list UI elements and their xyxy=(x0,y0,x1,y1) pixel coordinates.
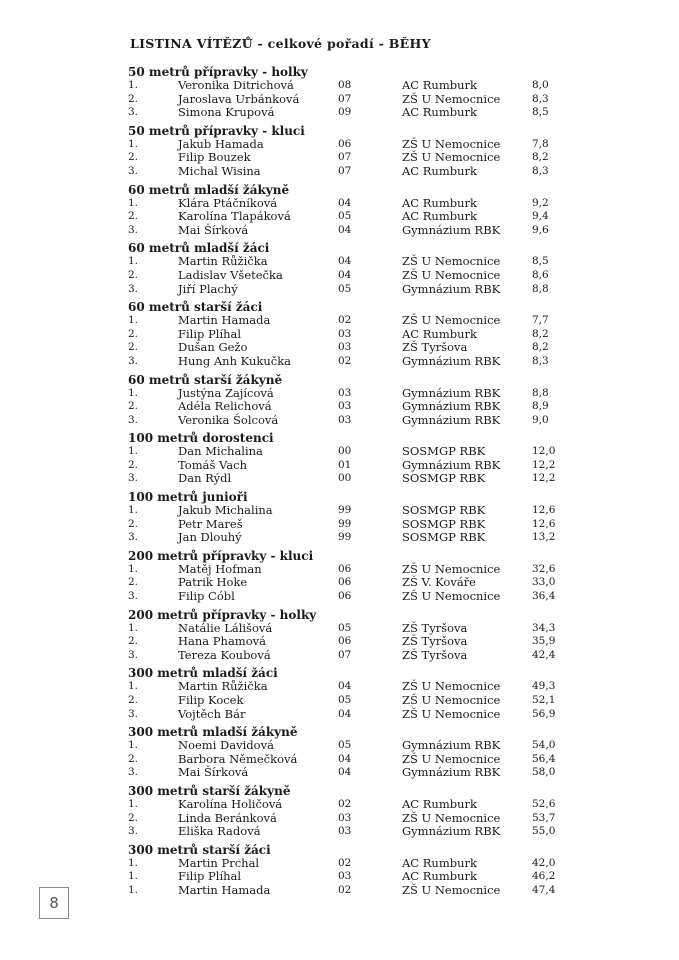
club-name: AC Rumburk xyxy=(402,105,477,120)
club-name: ZŠ V. Kováře xyxy=(402,575,476,590)
club-name: ZŠ U Nemocnice xyxy=(402,751,501,766)
athlete-name: Filip Cóbl xyxy=(178,589,235,604)
result-row xyxy=(128,197,568,211)
birth-year: 04 xyxy=(338,255,352,268)
athlete-name: Jiří Plachý xyxy=(178,281,238,296)
event-section xyxy=(128,490,568,545)
rank-cell: 3. xyxy=(128,223,139,236)
athlete-name: Natálie Lálišová xyxy=(178,620,273,635)
rank-cell: 2. xyxy=(128,576,139,589)
rank-cell: 1. xyxy=(128,79,139,91)
event-section xyxy=(128,608,568,663)
rank-cell: 3. xyxy=(128,590,139,603)
birth-year: 03 xyxy=(338,825,352,838)
result-time: 52,1 xyxy=(532,694,556,706)
event-section xyxy=(128,124,568,179)
birth-year: 03 xyxy=(338,870,352,883)
event-title: 60 metrů mladší žáci xyxy=(128,241,270,256)
athlete-name: Filip Kocek xyxy=(178,693,244,707)
rank-cell: 3. xyxy=(128,282,139,295)
rank-cell: 2. xyxy=(128,92,139,105)
result-row xyxy=(128,445,568,459)
result-row xyxy=(128,825,568,839)
club-name: ZŠ U Nemocnice xyxy=(402,267,501,282)
athlete-name: Martin Růžička xyxy=(178,679,268,694)
result-time: 42,0 xyxy=(532,856,556,869)
result-time: 9,4 xyxy=(532,210,549,223)
result-time: 35,9 xyxy=(532,635,556,648)
result-row xyxy=(128,269,568,283)
results-list xyxy=(128,65,568,902)
club-name: ZŠ U Nemocnice xyxy=(402,150,501,165)
rank-cell: 3. xyxy=(128,707,139,720)
result-time: 13,2 xyxy=(532,531,556,544)
result-time: 58,0 xyxy=(532,766,556,779)
result-row xyxy=(128,753,568,767)
result-row xyxy=(128,328,568,342)
result-row xyxy=(128,341,568,355)
result-time: 8,2 xyxy=(532,151,549,164)
event-title: 200 metrů přípravky - kluci xyxy=(128,548,314,563)
result-row xyxy=(128,518,568,532)
club-name: Gymnázium RBK xyxy=(402,457,501,472)
result-row xyxy=(128,314,568,328)
club-name: ZŠ Tyršova xyxy=(402,647,468,662)
event-title: 60 metrů mladší žákyně xyxy=(128,182,290,197)
result-time: 8,6 xyxy=(532,268,549,281)
club-name: SOSMGP RBK xyxy=(402,471,486,486)
result-row xyxy=(128,649,568,663)
result-time: 52,6 xyxy=(532,797,556,810)
result-time: 33,0 xyxy=(532,576,556,589)
result-time: 42,4 xyxy=(532,648,556,661)
result-time: 12,0 xyxy=(532,445,556,458)
event-section xyxy=(128,300,568,368)
birth-year: 04 xyxy=(338,223,352,236)
rank-cell: 2. xyxy=(128,341,139,354)
result-time: 36,4 xyxy=(532,590,556,603)
rank-cell: 1. xyxy=(128,883,139,896)
result-time: 8,3 xyxy=(532,354,549,367)
club-name: Gymnázium RBK xyxy=(402,399,501,414)
athlete-name: Martin Prchal xyxy=(178,855,260,870)
birth-year: 02 xyxy=(338,354,352,367)
result-time: 53,7 xyxy=(532,811,556,824)
rank-cell: 2. xyxy=(128,400,139,413)
birth-year: 03 xyxy=(338,341,352,354)
athlete-name: Martin Hamada xyxy=(178,313,271,328)
event-title: 60 metrů starší žákyně xyxy=(128,372,283,387)
result-time: 32,6 xyxy=(532,562,556,575)
birth-year: 06 xyxy=(338,576,352,589)
result-row xyxy=(128,165,568,179)
page-number: 8 xyxy=(39,887,69,919)
club-name: AC Rumburk xyxy=(402,869,477,884)
result-row xyxy=(128,884,568,898)
page-title: LISTINA VÍTĚZŮ - celkové pořadí - BĚHY xyxy=(130,36,431,51)
result-time: 12,6 xyxy=(532,504,556,517)
result-row xyxy=(128,472,568,486)
result-time: 8,5 xyxy=(532,255,549,268)
result-time: 12,2 xyxy=(532,458,556,471)
athlete-name: Mai Šírková xyxy=(178,222,249,237)
rank-cell: 3. xyxy=(128,413,139,426)
result-row xyxy=(128,766,568,780)
club-name: Gymnázium RBK xyxy=(402,281,501,296)
club-name: AC Rumburk xyxy=(402,855,477,870)
athlete-name: Hung Anh Kukučka xyxy=(178,353,292,368)
club-name: ZŠ U Nemocnice xyxy=(402,91,501,106)
club-name: ZŠ U Nemocnice xyxy=(402,693,501,707)
birth-year: 02 xyxy=(338,797,352,810)
birth-year: 04 xyxy=(338,196,352,209)
event-title: 50 metrů přípravky - kluci xyxy=(128,123,305,138)
result-row xyxy=(128,414,568,428)
result-time: 8,5 xyxy=(532,106,549,119)
birth-year: 02 xyxy=(338,856,352,869)
club-name: AC Rumburk xyxy=(402,78,477,92)
birth-year: 04 xyxy=(338,766,352,779)
athlete-name: Justýna Zajícová xyxy=(178,385,274,400)
athlete-name: Filip Bouzek xyxy=(178,150,251,165)
rank-cell: 3. xyxy=(128,472,139,485)
result-time: 49,3 xyxy=(532,680,556,693)
birth-year: 06 xyxy=(338,590,352,603)
club-name: SOSMGP RBK xyxy=(402,503,486,518)
birth-year: 06 xyxy=(338,137,352,150)
result-time: 46,2 xyxy=(532,870,556,883)
athlete-name: Veronika Šolcová xyxy=(178,412,279,427)
result-row xyxy=(128,224,568,238)
event-section xyxy=(128,549,568,604)
event-section xyxy=(128,725,568,780)
athlete-name: Eliška Radová xyxy=(178,824,261,839)
rank-cell: 2. xyxy=(128,635,139,648)
birth-year: 05 xyxy=(338,210,352,223)
rank-cell: 1. xyxy=(128,562,139,575)
event-title: 300 metrů starší žáci xyxy=(128,842,271,857)
event-section xyxy=(128,784,568,839)
birth-year: 05 xyxy=(338,739,352,752)
result-time: 7,7 xyxy=(532,314,549,327)
club-name: ZŠ U Nemocnice xyxy=(402,589,501,604)
birth-year: 02 xyxy=(338,883,352,896)
birth-year: 04 xyxy=(338,707,352,720)
result-time: 8,3 xyxy=(532,92,549,105)
rank-cell: 3. xyxy=(128,106,139,119)
result-row xyxy=(128,857,568,871)
event-section xyxy=(128,843,568,898)
rank-cell: 1. xyxy=(128,797,139,810)
rank-cell: 1. xyxy=(128,870,139,883)
athlete-name: Dušan Gežo xyxy=(178,340,248,355)
event-title: 50 metrů přípravky - holky xyxy=(128,65,308,79)
birth-year: 01 xyxy=(338,458,352,471)
result-row xyxy=(128,576,568,590)
result-time: 8,8 xyxy=(532,282,549,295)
result-row xyxy=(128,870,568,884)
event-section xyxy=(128,431,568,486)
club-name: ZŠ U Nemocnice xyxy=(402,254,501,269)
club-name: SOSMGP RBK xyxy=(402,530,486,545)
club-name: Gymnázium RBK xyxy=(402,824,501,839)
athlete-name: Martin Růžička xyxy=(178,254,268,269)
birth-year: 05 xyxy=(338,282,352,295)
result-time: 9,6 xyxy=(532,223,549,236)
birth-year: 04 xyxy=(338,752,352,765)
birth-year: 02 xyxy=(338,314,352,327)
result-row xyxy=(128,151,568,165)
athlete-name: Petr Mareš xyxy=(178,516,243,531)
birth-year: 03 xyxy=(338,386,352,399)
rank-cell: 1. xyxy=(128,739,139,752)
athlete-name: Tomáš Vach xyxy=(178,457,247,472)
birth-year: 05 xyxy=(338,694,352,706)
rank-cell: 3. xyxy=(128,648,139,661)
rank-cell: 3. xyxy=(128,531,139,544)
athlete-name: Jaroslava Urbánková xyxy=(178,91,300,106)
rank-cell: 1. xyxy=(128,504,139,517)
event-title: 100 metrů junioři xyxy=(128,490,248,505)
club-name: Gymnázium RBK xyxy=(402,385,501,400)
athlete-name: Barbora Němečková xyxy=(178,751,298,766)
rank-cell: 2. xyxy=(128,327,139,340)
athlete-name: Tereza Koubová xyxy=(178,647,271,662)
result-time: 9,2 xyxy=(532,196,549,209)
result-time: 34,3 xyxy=(532,621,556,634)
athlete-name: Noemi Davidová xyxy=(178,738,274,753)
club-name: ZŠ U Nemocnice xyxy=(402,679,501,694)
birth-year: 99 xyxy=(338,531,352,544)
club-name: Gymnázium RBK xyxy=(402,765,501,780)
club-name: ZŠ U Nemocnice xyxy=(402,313,501,328)
athlete-name: Linda Beránková xyxy=(178,810,277,825)
birth-year: 04 xyxy=(338,268,352,281)
athlete-name: Matěj Hofman xyxy=(178,561,262,576)
event-section xyxy=(128,373,568,428)
club-name: AC Rumburk xyxy=(402,163,477,178)
birth-year: 03 xyxy=(338,413,352,426)
result-time: 47,4 xyxy=(532,883,556,896)
result-row xyxy=(128,739,568,753)
rank-cell: 1. xyxy=(128,196,139,209)
result-row xyxy=(128,255,568,269)
result-time: 8,3 xyxy=(532,164,549,177)
athlete-name: Filip Plíhal xyxy=(178,326,242,341)
rank-cell: 1. xyxy=(128,621,139,634)
result-row xyxy=(128,531,568,545)
result-time: 8,8 xyxy=(532,386,549,399)
athlete-name: Jakub Hamada xyxy=(178,136,264,151)
event-title: 100 metrů dorostenci xyxy=(128,431,274,446)
result-time: 8,0 xyxy=(532,79,549,91)
birth-year: 99 xyxy=(338,504,352,517)
rank-cell: 3. xyxy=(128,354,139,367)
result-row xyxy=(128,798,568,812)
birth-year: 03 xyxy=(338,400,352,413)
athlete-name: Mai Šírková xyxy=(178,765,249,780)
birth-year: 08 xyxy=(338,79,352,91)
birth-year: 07 xyxy=(338,151,352,164)
athlete-name: Hana Phamová xyxy=(178,634,266,649)
rank-cell: 2. xyxy=(128,151,139,164)
event-section xyxy=(128,241,568,296)
athlete-name: Vojtěch Bár xyxy=(178,706,246,721)
result-row xyxy=(128,283,568,297)
athlete-name: Simona Krupová xyxy=(178,105,275,120)
event-section xyxy=(128,666,568,721)
club-name: AC Rumburk xyxy=(402,195,477,210)
result-row xyxy=(128,79,568,93)
event-section xyxy=(128,65,568,120)
result-row xyxy=(128,708,568,722)
result-time: 8,2 xyxy=(532,327,549,340)
club-name: ZŠ Tyršova xyxy=(402,634,468,649)
birth-year: 04 xyxy=(338,680,352,693)
result-row xyxy=(128,400,568,414)
result-row xyxy=(128,635,568,649)
athlete-name: Klára Ptáčníková xyxy=(178,195,278,210)
result-time: 8,9 xyxy=(532,400,549,413)
birth-year: 07 xyxy=(338,92,352,105)
result-row xyxy=(128,210,568,224)
result-row xyxy=(128,93,568,107)
athlete-name: Michal Wisina xyxy=(178,163,261,178)
club-name: SOSMGP RBK xyxy=(402,516,486,531)
club-name: ZŠ U Nemocnice xyxy=(402,810,501,825)
rank-cell: 2. xyxy=(128,210,139,223)
athlete-name: Karolína Tlapáková xyxy=(178,209,291,224)
birth-year: 00 xyxy=(338,472,352,485)
birth-year: 05 xyxy=(338,621,352,634)
athlete-name: Adéla Relichová xyxy=(178,399,272,414)
result-time: 56,4 xyxy=(532,752,556,765)
birth-year: 03 xyxy=(338,811,352,824)
result-time: 8,2 xyxy=(532,341,549,354)
result-row xyxy=(128,812,568,826)
rank-cell: 3. xyxy=(128,825,139,838)
athlete-name: Karolína Holičová xyxy=(178,796,283,811)
birth-year: 06 xyxy=(338,635,352,648)
birth-year: 00 xyxy=(338,445,352,458)
result-row xyxy=(128,563,568,577)
event-title: 200 metrů přípravky - holky xyxy=(128,607,317,622)
result-time: 54,0 xyxy=(532,739,556,752)
birth-year: 03 xyxy=(338,327,352,340)
rank-cell: 2. xyxy=(128,268,139,281)
rank-cell: 2. xyxy=(128,517,139,530)
athlete-name: Patrik Hoke xyxy=(178,575,248,590)
rank-cell: 1. xyxy=(128,314,139,327)
event-title: 60 metrů starší žáci xyxy=(128,300,263,315)
event-title: 300 metrů mladší žákyně xyxy=(128,725,298,740)
rank-cell: 1. xyxy=(128,680,139,693)
athlete-name: Veronika Ditrichová xyxy=(178,78,294,92)
club-name: AC Rumburk xyxy=(402,796,477,811)
result-row xyxy=(128,622,568,636)
rank-cell: 1. xyxy=(128,386,139,399)
rank-cell: 2. xyxy=(128,458,139,471)
club-name: ZŠ U Nemocnice xyxy=(402,882,501,897)
club-name: ZŠ U Nemocnice xyxy=(402,706,501,721)
birth-year: 99 xyxy=(338,517,352,530)
event-title: 300 metrů mladší žáci xyxy=(128,666,278,681)
result-row xyxy=(128,138,568,152)
athlete-name: Jakub Michalina xyxy=(178,503,273,518)
birth-year: 07 xyxy=(338,164,352,177)
result-time: 55,0 xyxy=(532,825,556,838)
athlete-name: Filip Plíhal xyxy=(178,869,242,884)
rank-cell: 1. xyxy=(128,856,139,869)
rank-cell: 1. xyxy=(128,445,139,458)
rank-cell: 2. xyxy=(128,694,139,706)
result-time: 9,0 xyxy=(532,413,549,426)
rank-cell: 1. xyxy=(128,255,139,268)
club-name: Gymnázium RBK xyxy=(402,353,501,368)
result-row xyxy=(128,106,568,120)
result-time: 12,2 xyxy=(532,472,556,485)
rank-cell: 3. xyxy=(128,766,139,779)
rank-cell: 2. xyxy=(128,811,139,824)
rank-cell: 2. xyxy=(128,752,139,765)
result-time: 12,6 xyxy=(532,517,556,530)
rank-cell: 3. xyxy=(128,164,139,177)
club-name: Gymnázium RBK xyxy=(402,412,501,427)
athlete-name: Martin Hamada xyxy=(178,882,271,897)
result-time: 56,9 xyxy=(532,707,556,720)
result-row xyxy=(128,590,568,604)
birth-year: 07 xyxy=(338,648,352,661)
event-section xyxy=(128,183,568,238)
result-row xyxy=(128,680,568,694)
result-row xyxy=(128,459,568,473)
club-name: ZŠ Tyršova xyxy=(402,340,468,355)
event-title: 300 metrů starší žákyně xyxy=(128,783,291,798)
result-row xyxy=(128,387,568,401)
result-row xyxy=(128,504,568,518)
athlete-name: Jan Dlouhý xyxy=(178,530,242,545)
birth-year: 06 xyxy=(338,562,352,575)
club-name: ZŠ U Nemocnice xyxy=(402,561,501,576)
club-name: Gymnázium RBK xyxy=(402,738,501,753)
athlete-name: Dan Rýdl xyxy=(178,471,232,486)
athlete-name: Dan Michalina xyxy=(178,444,263,459)
result-row xyxy=(128,694,568,708)
rank-cell: 1. xyxy=(128,137,139,150)
club-name: ZŠ Tyršova xyxy=(402,620,468,635)
athlete-name: Ladislav Všetečka xyxy=(178,267,283,282)
club-name: AC Rumburk xyxy=(402,209,477,224)
club-name: ZŠ U Nemocnice xyxy=(402,136,501,151)
club-name: SOSMGP RBK xyxy=(402,444,486,459)
result-time: 7,8 xyxy=(532,137,549,150)
club-name: AC Rumburk xyxy=(402,326,477,341)
result-row xyxy=(128,355,568,369)
club-name: Gymnázium RBK xyxy=(402,222,501,237)
birth-year: 09 xyxy=(338,106,352,119)
